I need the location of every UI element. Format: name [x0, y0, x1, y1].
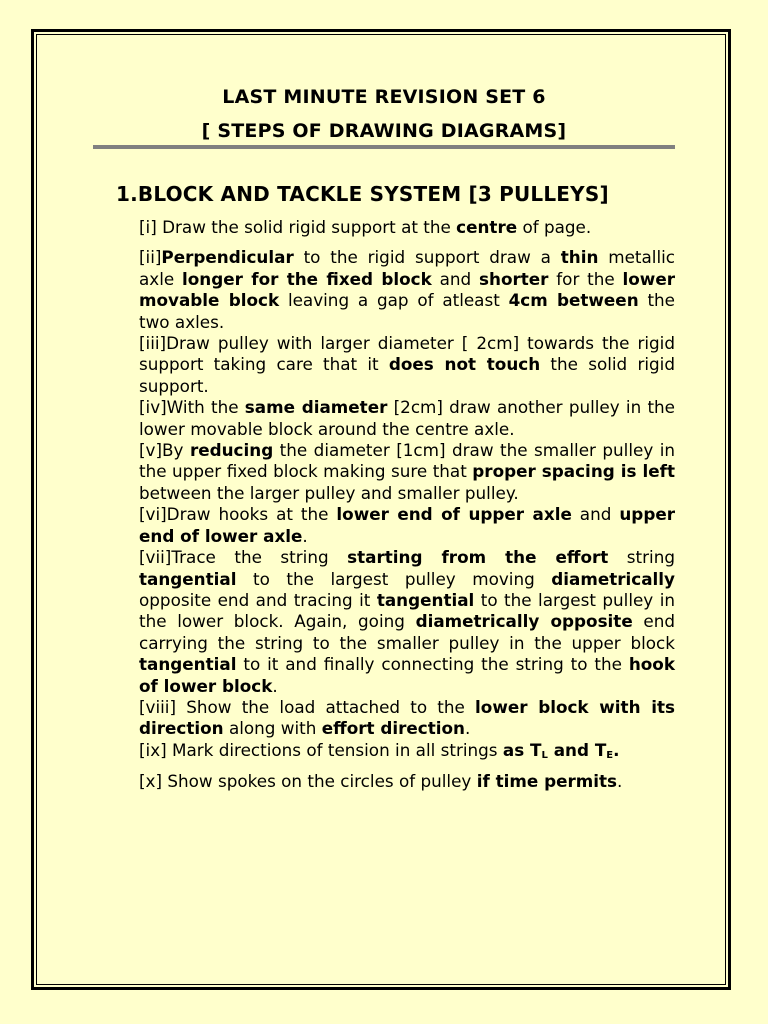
- step-text-run: proper spacing is left: [472, 461, 675, 482]
- step-text-run: E: [606, 749, 614, 761]
- step-text-run: for the: [548, 268, 623, 289]
- step-item: [139, 247, 675, 333]
- step-text-run: same diameter: [244, 397, 388, 418]
- step-text-run: the two axles.: [139, 290, 675, 332]
- step-text-run: lower block with its direction: [139, 696, 675, 739]
- step-text-run: .: [613, 739, 620, 760]
- step-text-run: .: [302, 525, 308, 546]
- step-text-run: [ix] Mark directions of tension in all strings: [139, 739, 503, 760]
- step-text-run: to it and finally connecting the string to the: [236, 654, 629, 675]
- step-text-run: upper end of lower axle: [139, 504, 675, 546]
- step-text-run: [i] Draw the solid rigid support at the: [139, 217, 457, 237]
- step-text-run: and T: [547, 739, 607, 760]
- steps-list: [139, 217, 675, 793]
- page-title: LAST MINUTE REVISION SET 6: [222, 86, 546, 108]
- step-item: [139, 397, 675, 440]
- step-item: [139, 440, 675, 504]
- step-item: [139, 504, 675, 547]
- page-subtitle: [ STEPS OF DRAWING DIAGRAMS]: [201, 120, 567, 142]
- step-text-run: string: [608, 547, 675, 568]
- step-text-run: to the largest pulley in the lower block. Again, going: [139, 589, 675, 632]
- step-text-run: shorter: [479, 268, 549, 289]
- step-text-run: the solid rigid support.: [139, 354, 675, 396]
- step-text-run: does not touch: [388, 354, 541, 375]
- step-text-run: [iii]Draw pulley with larger diameter [ 2cm] towards the rigid support taking care that it: [139, 333, 675, 375]
- step-text-run: along with: [223, 718, 322, 739]
- step-item: [139, 547, 675, 697]
- step-text-run: [2cm] draw another pulley in the lower movable block around the centre axle.: [139, 397, 675, 439]
- step-text-run: to the largest pulley moving: [236, 568, 552, 589]
- step-text-run: the diameter [1cm] draw the smaller pulley in the upper fixed block making sure that: [139, 440, 675, 482]
- step-text-run: end carrying the string to the smaller pulley in the upper block: [139, 611, 676, 653]
- step-text-run: if time permits: [476, 771, 618, 792]
- step-text-run: diametrically opposite: [415, 611, 633, 632]
- step-text-run: tangential: [139, 654, 237, 675]
- step-text-run: lower movable block: [139, 268, 675, 311]
- step-text-run: [vi]Draw hooks at the: [139, 504, 337, 525]
- section-heading: 1.BLOCK AND TACKLE SYSTEM [3 PULLEYS]: [116, 182, 609, 206]
- step-text-run: hook of lower block: [139, 654, 675, 696]
- step-text-run: Perpendicular: [161, 247, 294, 268]
- step-text-run: between the larger pulley and smaller pulley.: [139, 482, 519, 503]
- step-text-run: to the rigid support draw a: [293, 247, 561, 268]
- step-item: [139, 217, 675, 238]
- step-text-run: .: [617, 771, 623, 792]
- step-text-run: centre: [456, 217, 518, 237]
- step-text-run: tangential: [139, 568, 237, 589]
- step-text-run: metallic axle: [139, 247, 676, 289]
- step-text-run: [iv]With the: [139, 397, 245, 418]
- step-item: [139, 697, 675, 740]
- step-text-run: effort direction: [321, 718, 465, 739]
- step-text-run: 4cm between: [508, 290, 639, 311]
- step-text-run: tangential: [376, 589, 475, 610]
- step-text-run: [x] Show spokes on the circles of pulley: [139, 771, 477, 792]
- step-text-run: [vii]Trace the string: [139, 547, 348, 568]
- step-text-run: thin: [560, 247, 599, 268]
- step-text-run: and: [431, 268, 480, 289]
- step-text-run: L: [541, 749, 548, 761]
- step-item: [139, 333, 675, 397]
- step-text-run: of page.: [517, 217, 592, 237]
- step-text-run: starting from the effort: [347, 547, 609, 568]
- step-text-run: .: [272, 675, 278, 696]
- step-item: [139, 740, 675, 761]
- step-text-run: [v]By: [139, 440, 190, 461]
- step-text-run: lower end of upper axle: [336, 504, 572, 525]
- step-text-run: and: [571, 504, 620, 525]
- step-text-run: diametrically: [551, 568, 675, 589]
- step-text-run: reducing: [189, 440, 274, 461]
- step-text-run: [viii] Show the load attached to the: [139, 696, 476, 717]
- step-text-run: .: [465, 718, 471, 739]
- step-text-run: as T: [502, 739, 542, 760]
- step-text-run: longer for the fixed block: [182, 268, 432, 289]
- step-text-run: opposite end and tracing it: [139, 589, 377, 610]
- step-text-run: [ii]: [139, 247, 162, 268]
- step-text-run: leaving a gap of atleast: [279, 290, 509, 311]
- step-item: [139, 771, 675, 792]
- title-divider: [93, 145, 675, 149]
